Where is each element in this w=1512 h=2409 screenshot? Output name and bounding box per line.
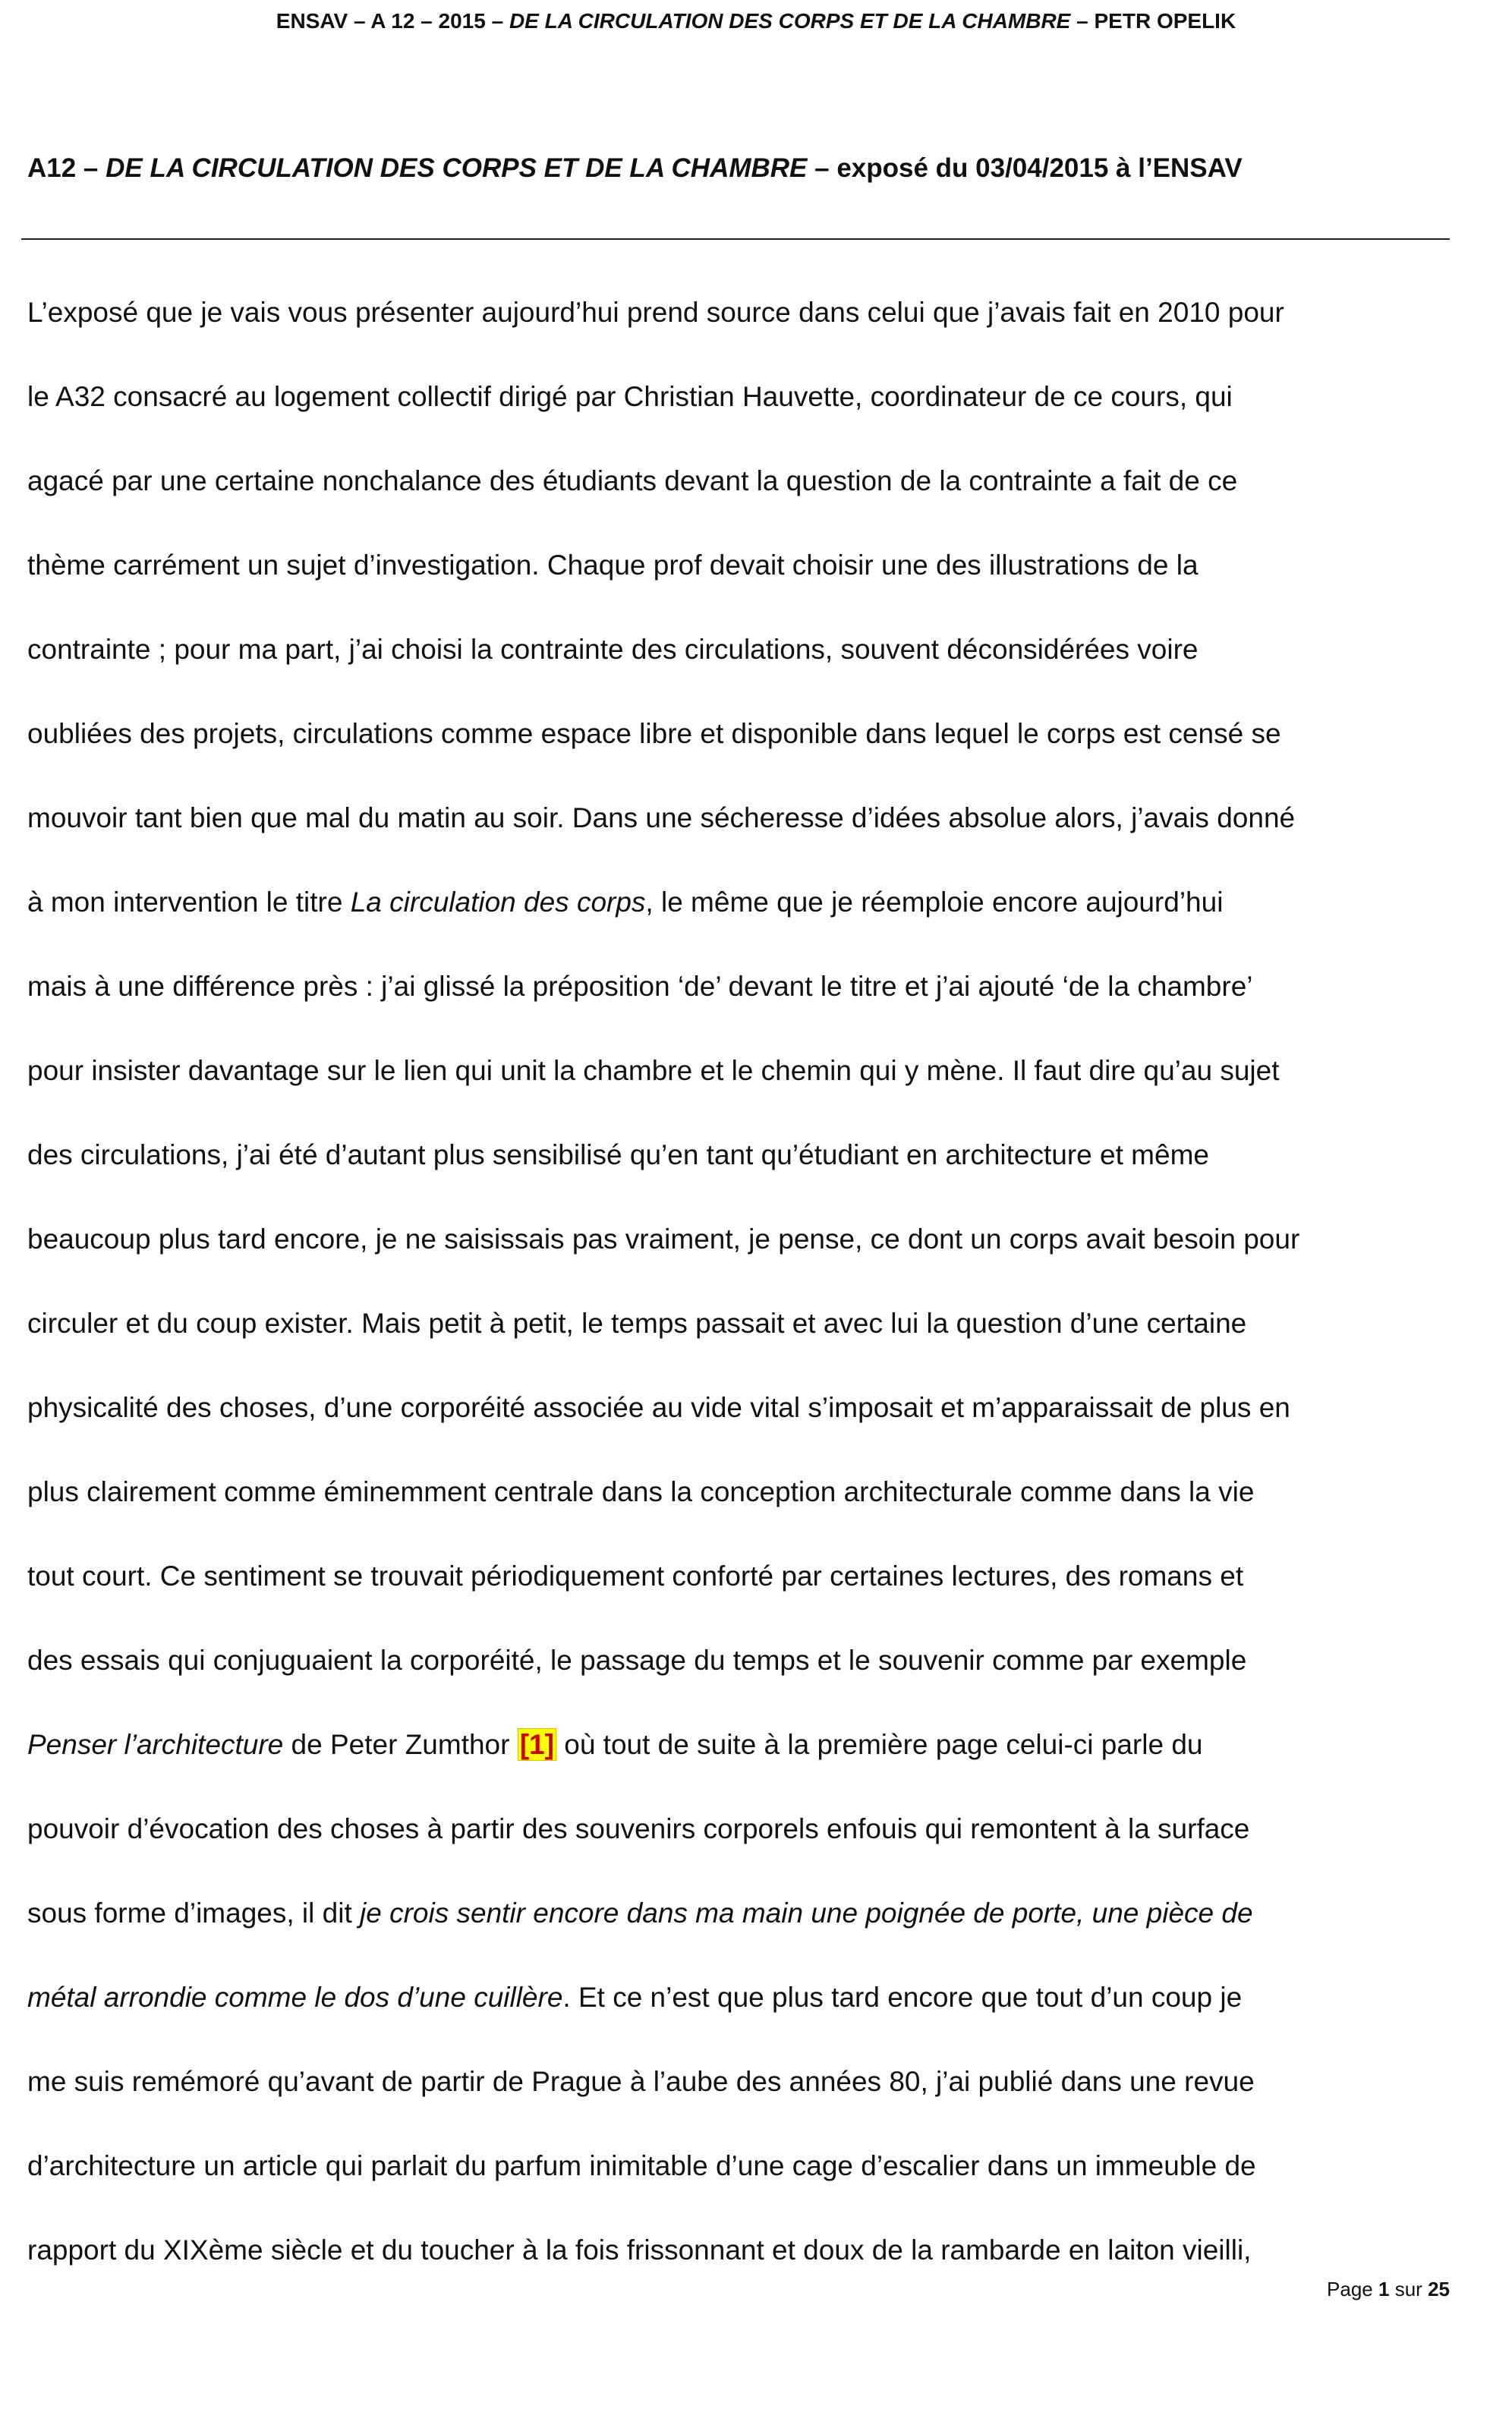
body-line: beaucoup plus tard encore, je ne saisissais pas vraiment, je pense, ce dont un corps avait besoin pour xyxy=(27,1223,1300,1255)
body-text-run: à mon intervention le titre xyxy=(27,886,351,918)
current-page-number: 1 xyxy=(1378,2278,1390,2300)
body-paragraph xyxy=(27,270,1454,2292)
body-line: circuler et du coup exister. Mais petit à petit, le temps passait et avec lui la question d’une certaine xyxy=(27,1308,1247,1339)
body-line: des circulations, j’ai été d’autant plus sensibilisé qu’en tant qu’étudiant en architecture et même xyxy=(27,1139,1209,1170)
body-line: d’architecture un article qui parlait du parfum inimitable d’une cage d’escalier dans un immeuble de xyxy=(27,2150,1256,2181)
body-line xyxy=(27,1702,1454,1787)
of-word: sur xyxy=(1394,2278,1422,2300)
title-divider xyxy=(21,238,1450,240)
body-line: thème carrément un sujet d’investigation. Chaque prof devait choisir une des illustrations de la xyxy=(27,550,1199,581)
running-header-before: ENSAV – A 12 – 2015 – xyxy=(276,9,509,33)
body-line: pour insister davantage sur le lien qui unit la chambre et le chemin qui y mène. Il faut dire qu’au sujet xyxy=(27,1055,1280,1086)
document-title-before: A12 – xyxy=(27,153,106,183)
total-pages-number: 25 xyxy=(1428,2278,1450,2300)
document-title-after: – exposé du 03/04/2015 à l’ENSAV xyxy=(807,153,1243,183)
book-title-italic: Penser l’architecture xyxy=(27,1729,284,1760)
quotation-italic: je crois sentir encore dans ma main une poignée de porte, une pièce de xyxy=(360,1897,1253,1929)
body-line xyxy=(27,1955,1454,2039)
quotation-italic: métal arrondie comme le dos d’une cuillère xyxy=(27,1982,563,2013)
page-number-footer xyxy=(1327,2275,1450,2303)
body-text-run: où tout de suite à la première page celui-ci parle du xyxy=(556,1729,1203,1760)
book-title-italic: La circulation des corps xyxy=(350,886,646,918)
body-line xyxy=(27,860,1454,944)
footnote-reference-link[interactable]: [1] xyxy=(518,1728,556,1761)
running-header-italic: DE LA CIRCULATION DES CORPS ET DE LA CHAMBRE xyxy=(509,9,1071,33)
body-line: tout court. Ce sentiment se trouvait périodiquement conforté par certaines lectures, des romans et xyxy=(27,1560,1244,1592)
body-line: rapport du XIXème siècle et du toucher à la fois frissonnant et doux de la rambarde en laiton vieilli, xyxy=(27,2234,1252,2266)
body-line: contrainte ; pour ma part, j’ai choisi la contrainte des circulations, souvent déconsidérées voire xyxy=(27,634,1199,665)
body-line: agacé par une certaine nonchalance des étudiants devant la question de la contrainte a fait de ce xyxy=(27,465,1238,496)
body-text-run: , le même que je réemploie encore aujourd’hui xyxy=(645,886,1224,918)
body-line: des essais qui conjuguaient la corporéité, le passage du temps et le souvenir comme par exemple xyxy=(27,1645,1247,1676)
page-word: Page xyxy=(1327,2278,1373,2300)
body-line: pouvoir d’évocation des choses à partir des souvenirs corporels enfouis qui remontent à la surface xyxy=(27,1813,1250,1844)
document-title-italic: DE LA CIRCULATION DES CORPS ET DE LA CHAMBRE xyxy=(106,153,808,183)
body-line: le A32 consacré au logement collectif dirigé par Christian Hauvette, coordinateur de ce cours, qui xyxy=(27,381,1233,412)
body-line: me suis remémoré qu’avant de partir de Prague à l’aube des années 80, j’ai publié dans une revue xyxy=(27,2066,1255,2097)
body-text-run: de Peter Zumthor xyxy=(283,1729,518,1760)
body-line: mais à une différence près : j’ai glissé la préposition ‘de’ devant le titre et j’ai ajouté ‘de la chambre’ xyxy=(27,971,1253,1002)
running-header xyxy=(0,6,1512,36)
body-text-run: . Et ce n’est que plus tard encore que tout d’un coup je xyxy=(562,1982,1243,2013)
body-line: plus clairement comme éminemment centrale dans la conception architecturale comme dans la vie xyxy=(27,1476,1255,1507)
body-line: oubliées des projets, circulations comme espace libre et disponible dans lequel le corps est censé se xyxy=(27,718,1281,749)
body-line: mouvoir tant bien que mal du matin au soir. Dans une sécheresse d’idées absolue alors, j’avais donné xyxy=(27,802,1296,833)
document-title xyxy=(27,150,1243,187)
body-line: physicalité des choses, d’une corporéité associée au vide vital s’imposait et m’apparaissait de plus en xyxy=(27,1392,1290,1423)
body-line xyxy=(27,1871,1454,1955)
running-header-after: – PETR OPELIK xyxy=(1070,9,1236,33)
body-text-run: sous forme d’images, il dit xyxy=(27,1897,361,1929)
body-line: L’exposé que je vais vous présenter aujourd’hui prend source dans celui que j’avais fait en 2010 pour xyxy=(27,297,1284,328)
